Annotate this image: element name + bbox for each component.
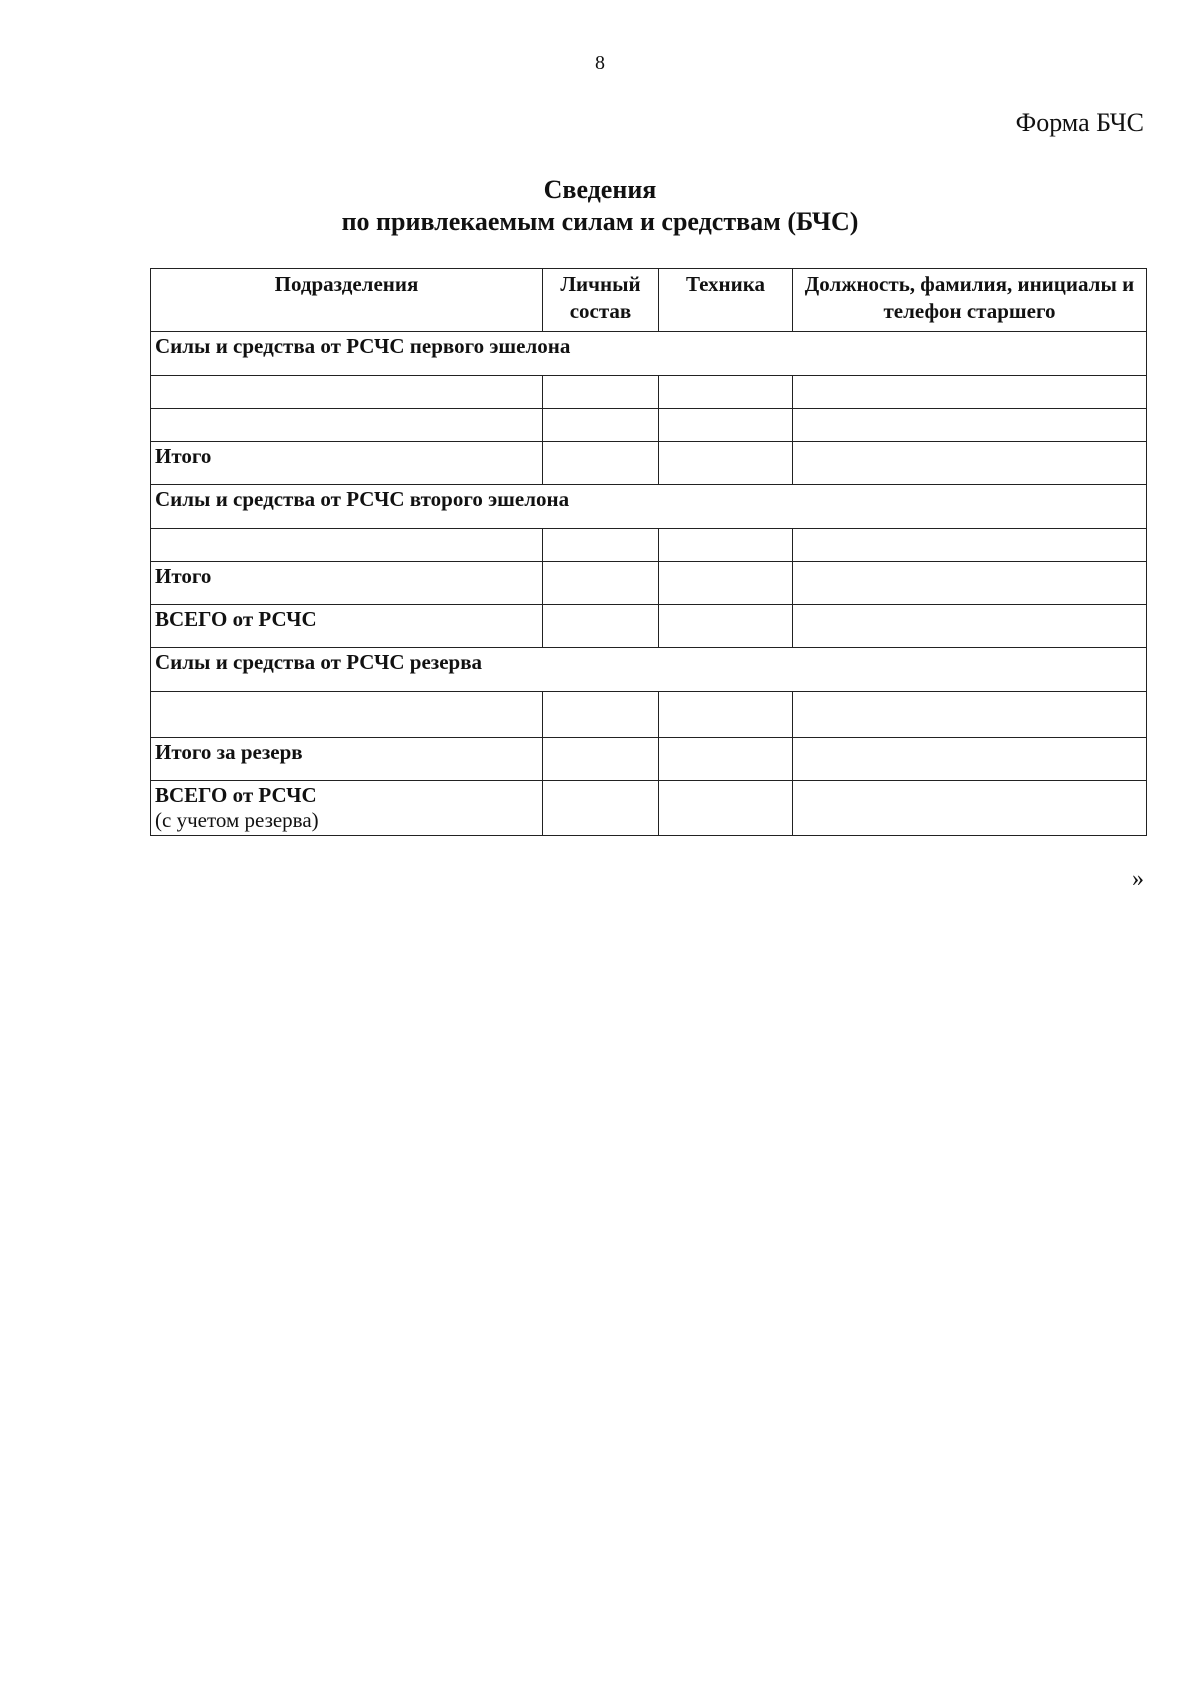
table-cell: [543, 442, 659, 485]
table-cell: [793, 605, 1147, 648]
section-label: Силы и средства от РСЧС второго эшелона: [151, 485, 1147, 529]
total-row-second-echelon: [151, 562, 1147, 605]
section-label: Силы и средства от РСЧС первого эшелона: [151, 332, 1147, 376]
table-cell: [543, 738, 659, 781]
table-cell: [793, 738, 1147, 781]
grand-total-reserve-cell: [151, 781, 543, 836]
table-cell: [543, 529, 659, 562]
section-label: Силы и средства от РСЧС резерва: [151, 648, 1147, 692]
forces-table: [150, 268, 1147, 836]
table-cell: [151, 409, 543, 442]
section-row-first-echelon: [151, 332, 1147, 376]
table-cell: [543, 605, 659, 648]
table-cell: [793, 409, 1147, 442]
table-cell: [793, 442, 1147, 485]
table-cell: [543, 562, 659, 605]
table-cell: [543, 692, 659, 738]
page-number: 8: [595, 52, 605, 74]
header-equipment: Техника: [659, 269, 793, 332]
table-header-row: [151, 269, 1147, 332]
table-row: [151, 529, 1147, 562]
total-row-first-echelon: [151, 442, 1147, 485]
total-row-reserve: [151, 738, 1147, 781]
total-label: Итого: [151, 442, 543, 485]
closing-quote: »: [1132, 866, 1144, 892]
title-line-2: по привлекаемым силам и средствам (БЧС): [341, 207, 859, 236]
table-cell: [793, 781, 1147, 836]
table-cell: [659, 605, 793, 648]
table-cell: [151, 376, 543, 409]
table-cell: [659, 529, 793, 562]
table-cell: [659, 442, 793, 485]
table-cell: [659, 562, 793, 605]
table-cell: [659, 781, 793, 836]
total-reserve-label: Итого за резерв: [151, 738, 543, 781]
grand-total-reserve-note: (с учетом резерва): [155, 808, 319, 832]
table-cell: [659, 738, 793, 781]
table-cell: [793, 562, 1147, 605]
header-personnel: Личный состав: [543, 269, 659, 332]
form-label: Форма БЧС: [1015, 108, 1144, 137]
grand-total-row: [151, 605, 1147, 648]
table-cell: [793, 376, 1147, 409]
section-row-second-echelon: [151, 485, 1147, 529]
table-cell: [543, 781, 659, 836]
grand-total-reserve-label: ВСЕГО от РСЧС: [155, 783, 317, 807]
table-cell: [659, 376, 793, 409]
table-cell: [793, 692, 1147, 738]
table-row: [151, 409, 1147, 442]
document-title: [0, 174, 1200, 238]
section-row-reserve: [151, 648, 1147, 692]
table-cell: [151, 692, 543, 738]
table-row: [151, 692, 1147, 738]
total-label: Итого: [151, 562, 543, 605]
table-cell: [793, 529, 1147, 562]
table-row: [151, 376, 1147, 409]
table-cell: [659, 409, 793, 442]
table-cell: [543, 409, 659, 442]
grand-total-reserve-row: [151, 781, 1147, 836]
header-senior-contact: Должность, фамилия, инициалы и телефон старшего: [793, 269, 1147, 332]
table-cell: [659, 692, 793, 738]
table-cell: [151, 529, 543, 562]
table-cell: [543, 376, 659, 409]
title-line-1: Сведения: [543, 175, 657, 204]
grand-total-label: ВСЕГО от РСЧС: [151, 605, 543, 648]
header-subdivisions: Подразделения: [151, 269, 543, 332]
